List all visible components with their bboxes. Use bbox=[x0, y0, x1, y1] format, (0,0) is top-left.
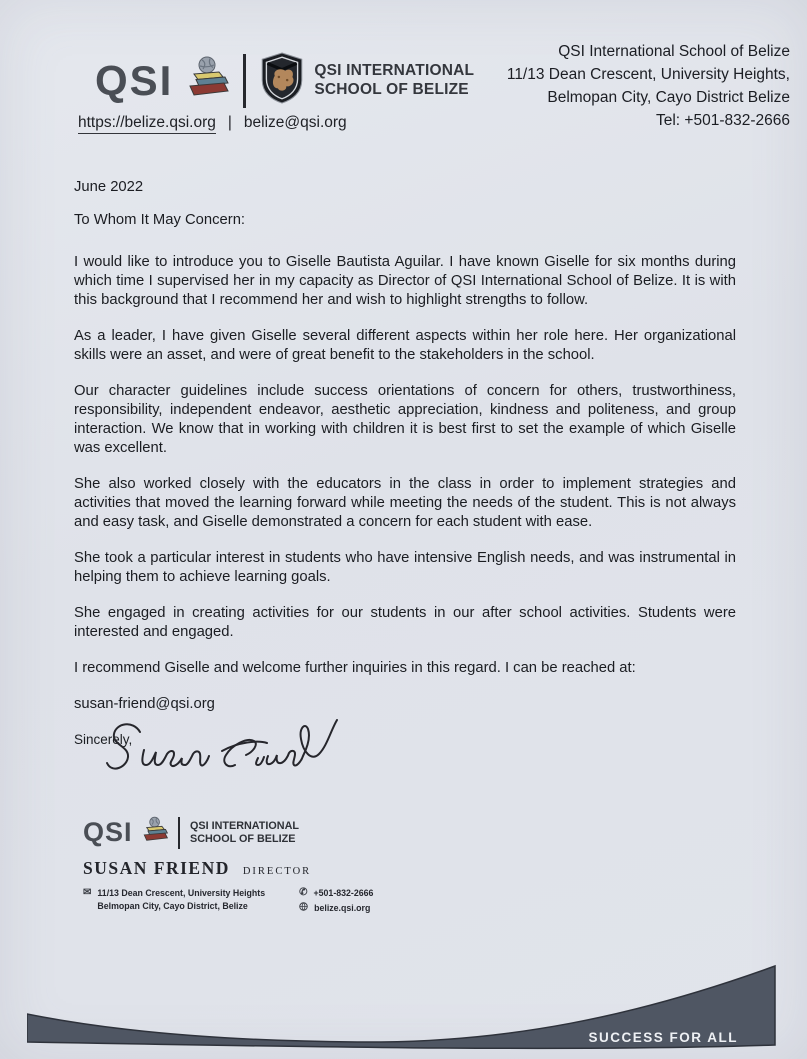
address-line: QSI International School of Belize bbox=[558, 43, 790, 60]
tagline: SUCCESS FOR ALL bbox=[588, 1030, 738, 1045]
paragraph: I recommend Giselle and welcome further inquiries in this regard. I can be reached at: bbox=[74, 660, 636, 676]
contact-email: susan-friend@qsi.org bbox=[74, 696, 215, 712]
paragraph: She took a particular interest in students who have intensive English needs, and was instrumental in helping them to achieve learning goals. bbox=[74, 550, 736, 585]
address-line: Belmopan City, Cayo District Belize bbox=[547, 89, 790, 106]
signatory-name: SUSAN FRIEND bbox=[83, 858, 230, 878]
paragraph: Our character guidelines include success orientations of concern for others, trustworthiness, responsibility, independent endeavor, aesthetic appreciation, kindness and politeness, and group interaction. We know that in working with children it is best first to set the example of which Giselle was excellent. bbox=[74, 383, 736, 456]
paragraph: She engaged in creating activities for our students in our after school activities. Students were interested and engaged. bbox=[74, 605, 736, 640]
link-separator: | bbox=[227, 114, 232, 131]
footer-logo-divider bbox=[178, 817, 181, 849]
footer-school-name-line1: QSI INTERNATIONAL bbox=[190, 819, 299, 832]
signatory-row bbox=[83, 858, 373, 879]
closing: Sincerely, bbox=[74, 732, 133, 747]
envelope-icon: ✉ bbox=[83, 887, 92, 898]
footer-logo bbox=[83, 816, 373, 849]
footer-school-name-line2: SCHOOL OF BELIZE bbox=[190, 832, 296, 845]
footer-phone-row bbox=[299, 887, 373, 900]
letter-date: June 2022 bbox=[74, 179, 144, 195]
handwritten-signature bbox=[100, 716, 340, 791]
signatory-title: DIRECTOR bbox=[242, 866, 312, 877]
email-text: belize@qsi.org bbox=[243, 114, 347, 131]
footer-website-row bbox=[299, 902, 373, 915]
jaguar-shield-icon bbox=[260, 52, 304, 109]
books-globe-icon bbox=[183, 55, 229, 106]
footer-address-text bbox=[97, 887, 265, 912]
footer-phone: +501-832-2666 bbox=[313, 888, 374, 898]
header-logo bbox=[95, 52, 474, 109]
paragraph: I would like to introduce you to Giselle Bautista Aguilar. I have known Giselle for six months during which time I supervised her in my capacity as Director of QSI International School of Belize. It is with this background that I recommend her and wish to highlight strengths to follow. bbox=[74, 254, 736, 308]
footer-address-line1: 11/13 Dean Crescent, University Heights bbox=[97, 888, 266, 898]
paragraph: As a leader, I have given Giselle several different aspects within her role here. Her organizational skills were an asset, and were of great benefit to the stakeholders in the school. bbox=[74, 328, 736, 363]
header-links bbox=[78, 114, 347, 134]
footer-address-line2: Belmopan City, Cayo District, Belize bbox=[97, 900, 248, 911]
school-name-line1: QSI INTERNATIONAL bbox=[314, 62, 475, 80]
footer-books-globe-icon bbox=[140, 816, 168, 849]
globe-icon bbox=[299, 902, 308, 914]
footer-school-name bbox=[190, 820, 299, 845]
school-name-line2: SCHOOL OF BELIZE bbox=[314, 80, 469, 98]
footer-signature-block bbox=[83, 816, 373, 916]
footer-address bbox=[83, 887, 265, 916]
success-swoosh-graphic bbox=[27, 958, 784, 1053]
header-address-block bbox=[507, 40, 790, 132]
footer-contacts bbox=[83, 887, 373, 916]
logo-divider bbox=[243, 54, 246, 108]
letter-body bbox=[74, 178, 736, 749]
paragraph: She also worked closely with the educators in the class in order to implement strategies and activities that moved the learning forward while meeting the needs of the student. This is not always and easy task, and Giselle demonstrated a concern for each student with ease. bbox=[74, 476, 736, 530]
address-line: Tel: +501-832-2666 bbox=[655, 112, 790, 129]
phone-icon: ✆ bbox=[299, 887, 308, 898]
address-line: 11/13 Dean Crescent, University Heights, bbox=[506, 66, 790, 83]
salutation: To Whom It May Concern: bbox=[74, 212, 246, 228]
website-link[interactable]: https://belize.qsi.org bbox=[78, 114, 216, 134]
footer-qsi-wordmark: QSI bbox=[83, 817, 133, 847]
qsi-wordmark: QSI bbox=[95, 56, 174, 104]
school-name bbox=[314, 62, 474, 99]
footer-website: belize.qsi.org bbox=[314, 902, 371, 913]
footer-phone-web bbox=[299, 887, 373, 916]
